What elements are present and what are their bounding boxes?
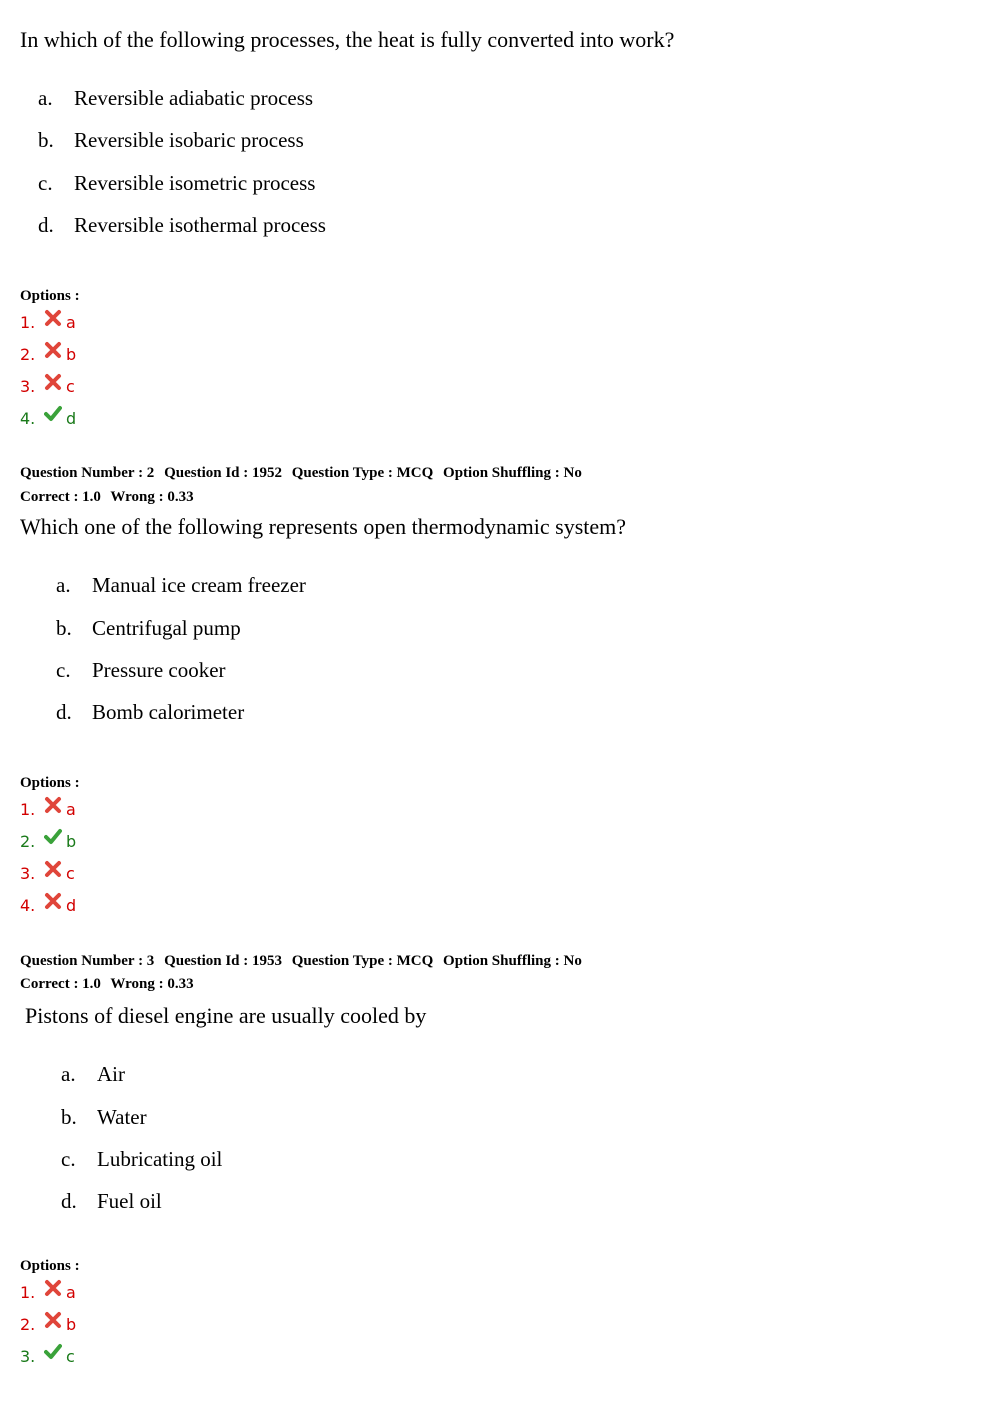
option-row-3	[20, 1347, 140, 1367]
option-value: c	[66, 377, 75, 396]
option-number: 2.	[20, 345, 36, 364]
correct-marks: Correct : 1.0	[20, 976, 101, 992]
cross-icon	[44, 892, 62, 910]
check-icon	[44, 828, 62, 846]
question-id: Question Id : 1952	[164, 465, 282, 481]
choice-text: Fuel oil	[97, 1189, 162, 1213]
choice-letter: b.	[56, 616, 72, 640]
choice-letter: d.	[38, 213, 54, 237]
option-value: d	[66, 896, 77, 915]
choice-letter: c.	[61, 1147, 76, 1171]
correct-marks: Correct : 1.0	[20, 489, 101, 505]
option-value: a	[66, 313, 76, 332]
question-number: Question Number : 2	[20, 465, 155, 481]
choice-letter: c.	[56, 658, 71, 682]
wrong-marks: Wrong : 0.33	[110, 489, 194, 505]
option-number: 2.	[20, 832, 36, 851]
option-number: 3.	[20, 864, 36, 883]
choice-letter: b.	[61, 1105, 77, 1129]
check-icon	[44, 405, 62, 423]
choice-text: Reversible isometric process	[74, 171, 316, 195]
cross-icon	[44, 1279, 62, 1297]
cross-icon	[44, 373, 62, 391]
choice-letter: a.	[56, 573, 71, 597]
choice-text: Water	[97, 1105, 147, 1129]
option-number: 1.	[20, 313, 36, 332]
question-id: Question Id : 1953	[164, 953, 282, 969]
options-label: Options :	[20, 775, 80, 791]
cross-icon	[44, 309, 62, 327]
choice-letter: d.	[56, 700, 72, 724]
question-number: Question Number : 3	[20, 953, 155, 969]
option-number: 2.	[20, 1315, 36, 1334]
option-row-1	[20, 313, 140, 333]
option-value: d	[66, 409, 77, 428]
options-label: Options :	[20, 288, 80, 304]
option-value: a	[66, 800, 76, 819]
choice-letter: a.	[61, 1062, 76, 1086]
choice-text: Lubricating oil	[97, 1147, 223, 1171]
option-row-3	[20, 377, 140, 397]
option-row-2	[20, 832, 140, 852]
choice-text: Reversible isobaric process	[74, 128, 304, 152]
option-value: c	[66, 1347, 75, 1366]
option-number: 1.	[20, 800, 36, 819]
option-value: b	[66, 1315, 77, 1334]
cross-icon	[44, 796, 62, 814]
choice-letter: d.	[61, 1189, 77, 1213]
option-shuffling: Option Shuffling : No	[443, 953, 582, 969]
option-number: 3.	[20, 1347, 36, 1366]
choice-text: Centrifugal pump	[92, 616, 241, 640]
option-number: 4.	[20, 409, 36, 428]
option-row-2	[20, 1315, 140, 1335]
options-label: Options :	[20, 1258, 80, 1274]
option-number: 1.	[20, 1283, 36, 1302]
choice-text: Reversible isothermal process	[74, 213, 326, 237]
cross-icon	[44, 1311, 62, 1329]
option-value: a	[66, 1283, 76, 1302]
choice-letter: a.	[38, 86, 53, 110]
option-row-4	[20, 409, 140, 429]
question-type: Question Type : MCQ	[291, 953, 434, 969]
option-number: 4.	[20, 896, 36, 915]
option-value: b	[66, 345, 77, 364]
question-text: In which of the following processes, the heat is fully converted into work?	[20, 27, 675, 52]
choice-text: Manual ice cream freezer	[92, 573, 306, 597]
choice-text: Pressure cooker	[92, 658, 226, 682]
question-text: Pistons of diesel engine are usually cooled by	[25, 1003, 427, 1028]
choice-letter: b.	[38, 128, 54, 152]
option-row-1	[20, 800, 140, 820]
option-shuffling: Option Shuffling : No	[443, 465, 582, 481]
option-row-2	[20, 345, 140, 365]
choice-text: Bomb calorimeter	[92, 700, 245, 724]
check-icon	[44, 1343, 62, 1361]
option-value: b	[66, 832, 77, 851]
cross-icon	[44, 341, 62, 359]
question-type: Question Type : MCQ	[291, 465, 434, 481]
option-value: c	[66, 864, 75, 883]
question-meta	[20, 952, 588, 970]
option-row-1	[20, 1283, 140, 1303]
question-meta	[20, 464, 588, 482]
question-marks	[20, 975, 200, 993]
question-text: Which one of the following represents open thermodynamic system?	[20, 514, 627, 539]
option-row-4	[20, 896, 140, 916]
wrong-marks: Wrong : 0.33	[110, 976, 194, 992]
question-marks	[20, 488, 200, 506]
option-row-3	[20, 864, 140, 884]
cross-icon	[44, 860, 62, 878]
choice-text: Reversible adiabatic process	[74, 86, 314, 110]
choice-letter: c.	[38, 171, 53, 195]
option-number: 3.	[20, 377, 36, 396]
choice-text: Air	[97, 1062, 125, 1086]
